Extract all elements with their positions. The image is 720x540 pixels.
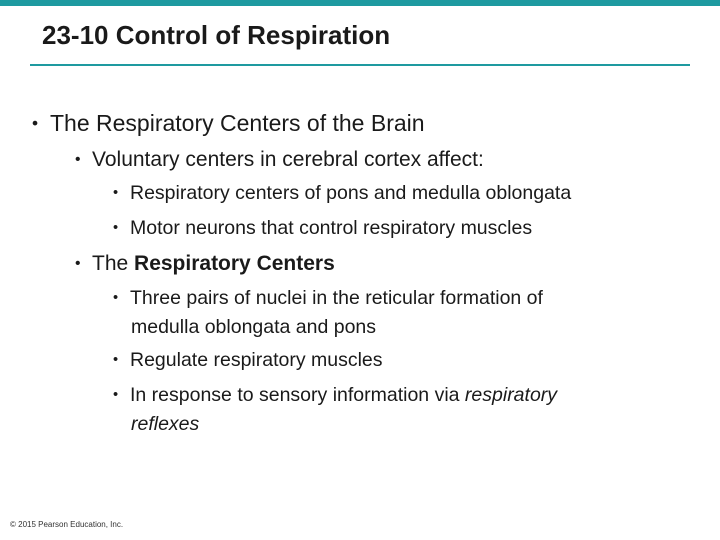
bullet-text-prefix: In response to sensory information via [130, 384, 465, 406]
bullet-text: Regulate respiratory muscles [130, 349, 383, 371]
title-underline [30, 64, 690, 66]
bullet-text-italic: reflexes [131, 413, 200, 435]
bullet-text-prefix: The [92, 252, 135, 275]
bullet-level3 [113, 217, 532, 240]
bullet-level2 [75, 252, 335, 276]
top-accent-bar [0, 0, 720, 6]
bullet-dot: • [75, 151, 81, 168]
bullet-level3 [113, 349, 383, 372]
bullet-text-bold: Respiratory Centers [134, 252, 335, 275]
bullet-level1 [32, 110, 425, 137]
bullet-dot: • [32, 113, 39, 133]
copyright-footer: © 2015 Pearson Education, Inc. [10, 520, 124, 529]
bullet-dot: • [113, 352, 119, 368]
bullet-text: The Respiratory Centers of the Brain [50, 110, 425, 136]
bullet-continuation: medulla oblongata and pons [131, 316, 377, 338]
bullet-level2 [75, 148, 484, 172]
bullet-level3 [113, 287, 543, 310]
bullet-text: Motor neurons that control respiratory muscles [130, 217, 533, 239]
bullet-text-italic: respiratory [464, 384, 558, 406]
bullet-text: Three pairs of nuclei in the reticular formation of [130, 287, 543, 309]
bullet-dot: • [113, 220, 119, 236]
bullet-level3 [113, 182, 571, 205]
bullet-dot: • [113, 185, 119, 201]
bullet-dot: • [113, 290, 119, 306]
bullet-level3 [113, 384, 557, 407]
bullet-dot: • [113, 387, 119, 403]
slide-title: 23-10 Control of Respiration [42, 20, 391, 50]
bullet-text: Respiratory centers of pons and medulla oblongata [130, 182, 572, 204]
bullet-text: Voluntary centers in cerebral cortex affect: [92, 148, 484, 171]
bullet-dot: • [75, 255, 81, 272]
bullet-continuation [131, 413, 199, 436]
